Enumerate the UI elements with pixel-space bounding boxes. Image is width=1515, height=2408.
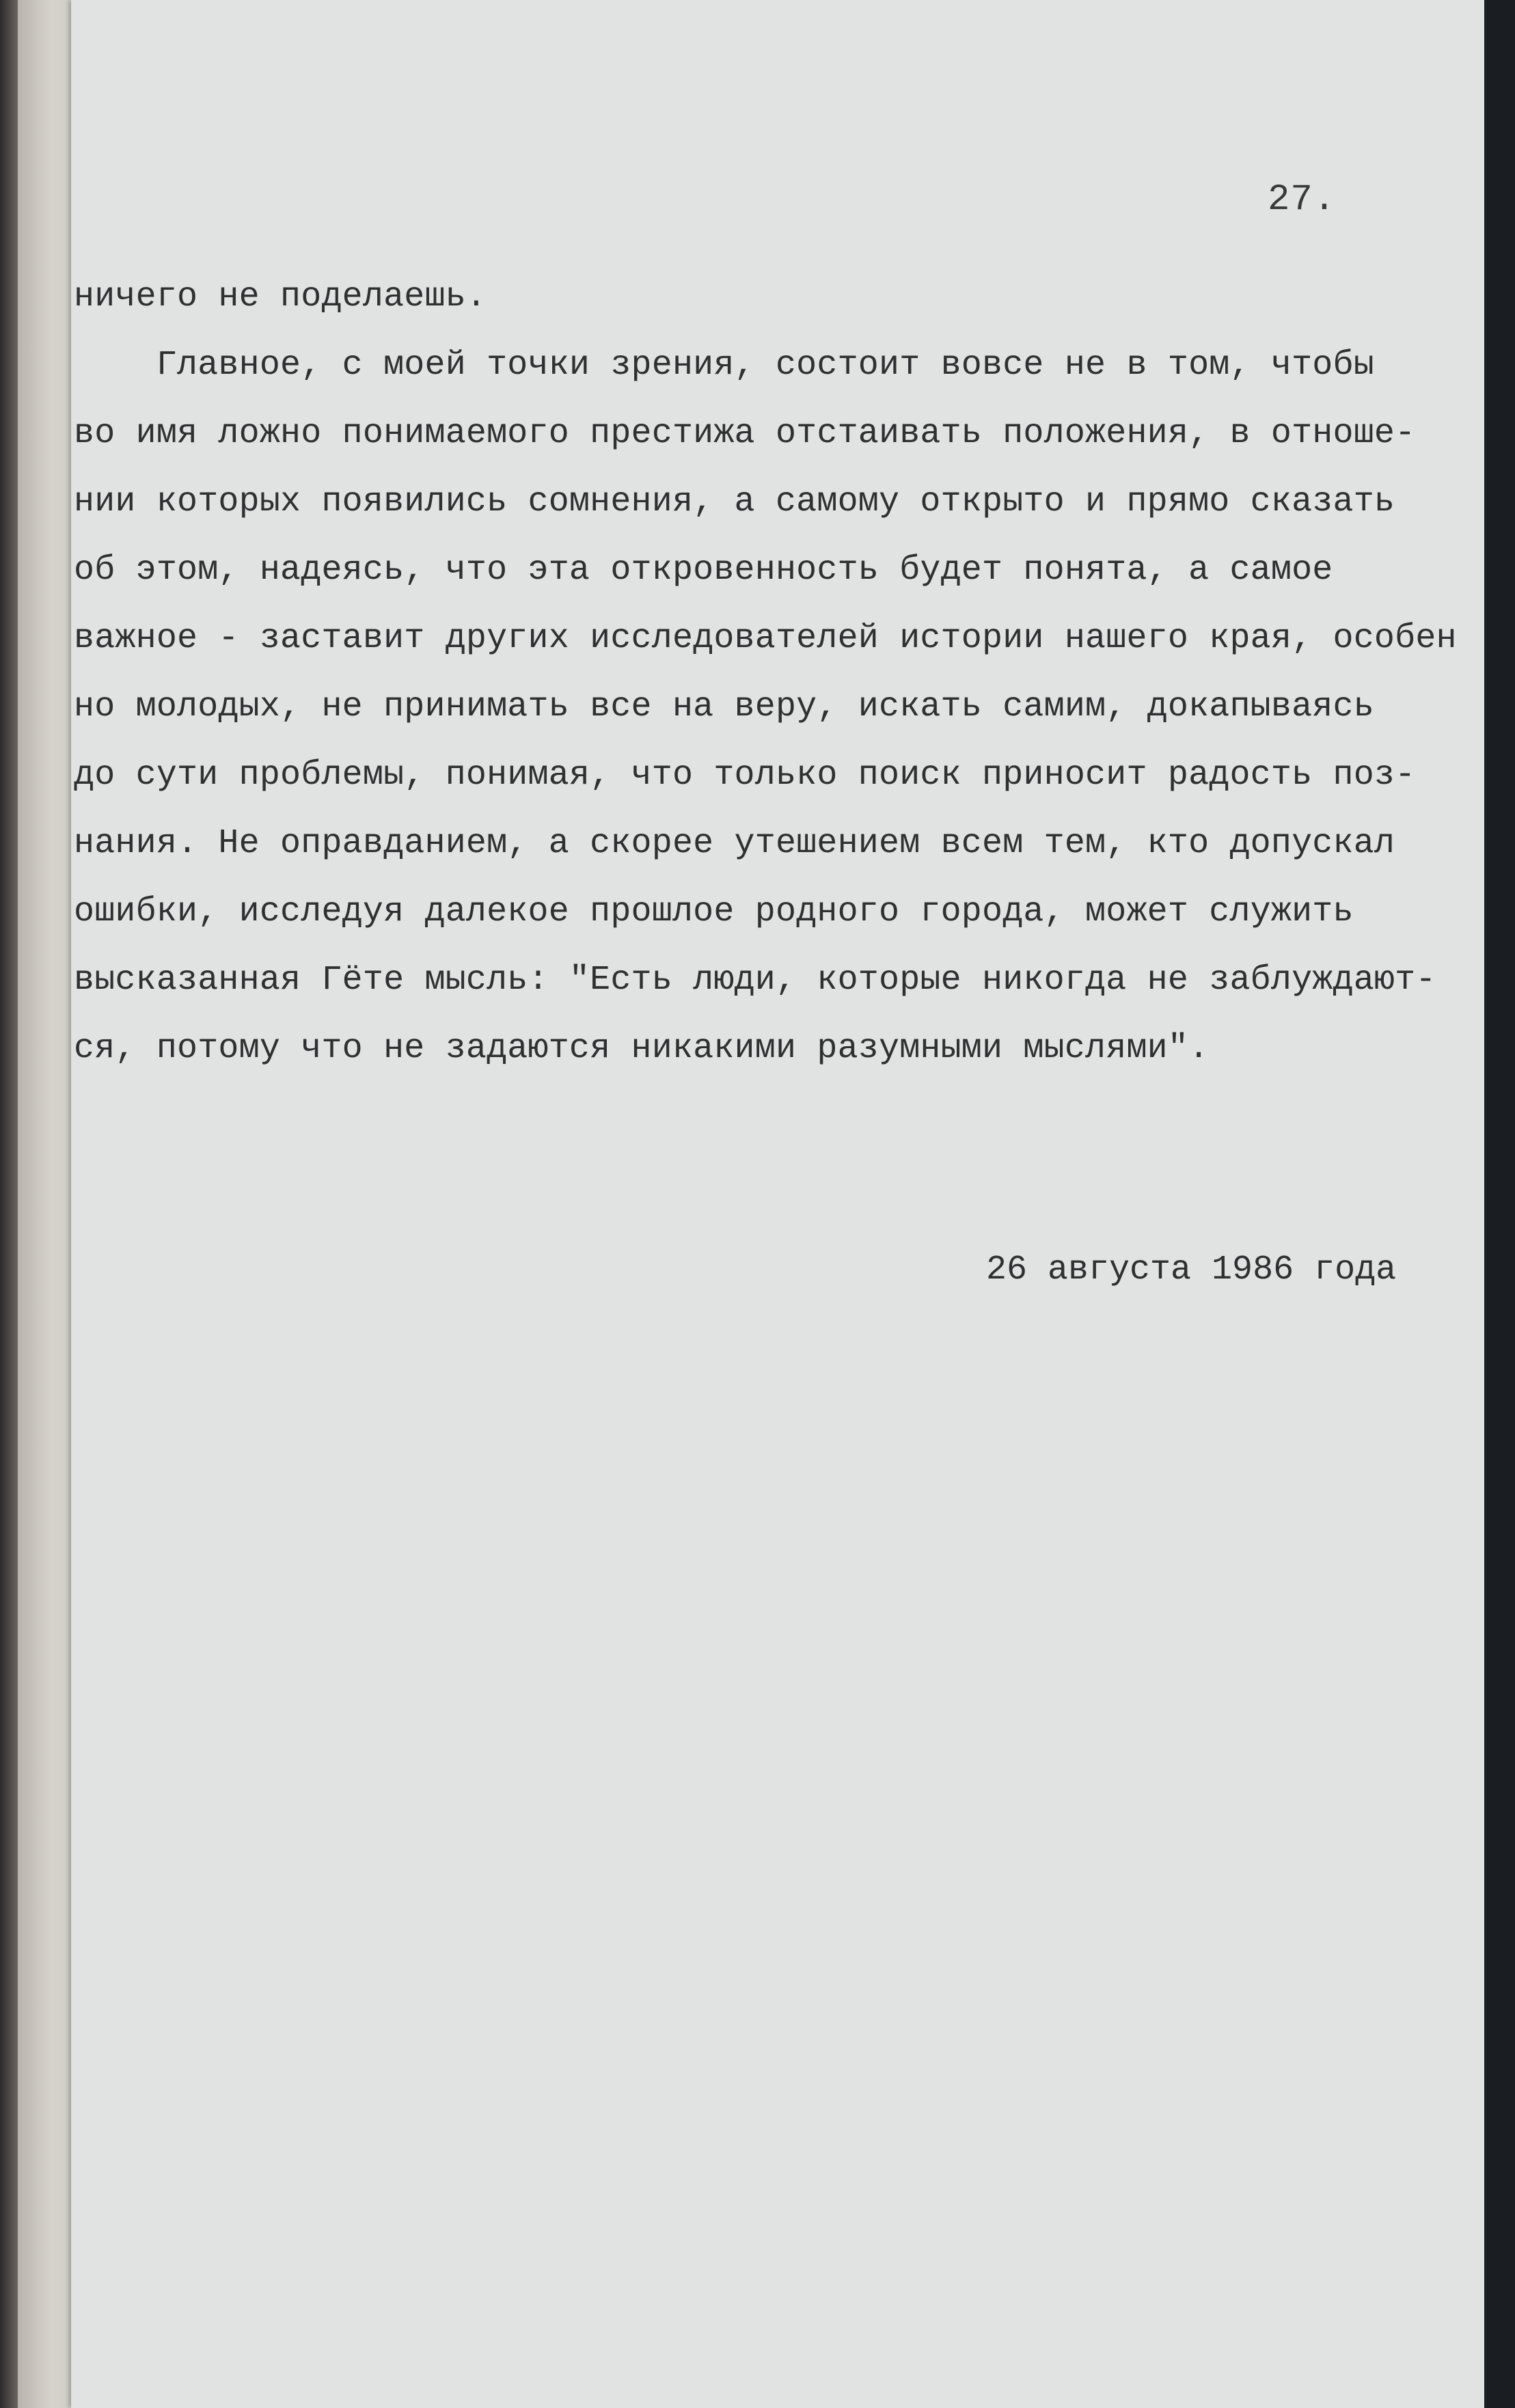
body-text <box>74 263 1475 1083</box>
page-number: 27. <box>1268 179 1337 221</box>
text-line: ничего не поделаешь. <box>74 277 487 316</box>
text-line: ся, потому что не задаются никакими разумными мыслями". <box>74 1029 1210 1068</box>
text-line: высказанная Гёте мысль: "Есть люди, которые никогда не заблуждают- <box>74 961 1436 1000</box>
text-line: но молодых, не принимать все на веру, искать самим, докапываясь <box>74 687 1374 726</box>
text-line: важное - заставит других исследователей истории нашего края, особен <box>74 619 1457 658</box>
text-line: об этом, надеясь, что эта откровенность будет понята, а самое <box>74 551 1333 590</box>
text-line: нания. Не оправданием, а скорее утешением всем тем, кто допускал <box>74 824 1395 863</box>
document-date: 26 августа 1986 года <box>986 1250 1397 1289</box>
text-line: ошибки, исследуя далекое прошлое родного города, может служить <box>74 892 1354 931</box>
text-line: во имя ложно понимаемого престижа отстаивать положения, в отноше- <box>74 414 1416 453</box>
binder-edge <box>0 0 18 2408</box>
underlying-sheet <box>18 0 79 2408</box>
text-line: до сути проблемы, понимая, что только поиск приносит радость поз- <box>74 756 1416 795</box>
text-line: нии которых появились сомнения, а самому открыто и прямо сказать <box>74 482 1395 521</box>
text-line: Главное, с моей точки зрения, состоит вовсе не в том, чтобы <box>74 346 1374 385</box>
scan-background <box>1484 0 1515 2408</box>
